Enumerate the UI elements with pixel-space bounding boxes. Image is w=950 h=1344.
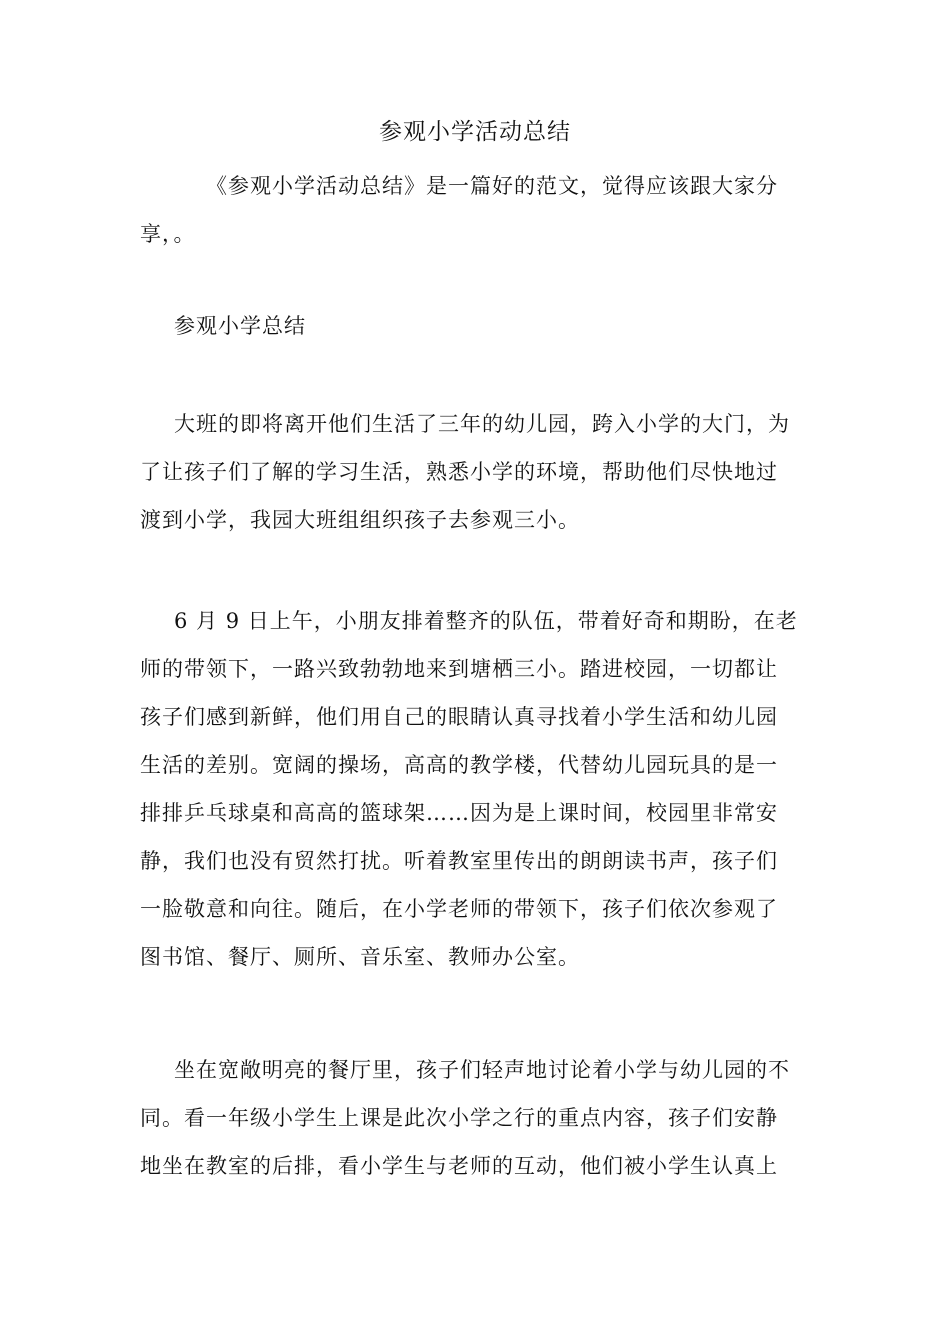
paragraph-line: 生活的差别。宽阔的操场，高高的教学楼，代替幼儿园玩具的是一: [140, 753, 778, 777]
paragraph-line: 渡到小学，我园大班组组织孩子去参观三小。: [140, 508, 580, 532]
intro-line: 《参观小学活动总结》是一篇好的范文，觉得应该跟大家分: [206, 174, 778, 198]
paragraph-1: [140, 400, 808, 544]
paragraph-line: 6 月 9 日上午，小朋友排着整齐的队伍，带着好奇和期盼，在老: [174, 609, 798, 633]
subheading: [140, 302, 808, 350]
paragraph-line: 孩子们感到新鲜，他们用自己的眼睛认真寻找着小学生活和幼儿园: [140, 705, 778, 729]
paragraph-line: 地坐在教室的后排，看小学生与老师的互动，他们被小学生认真上: [140, 1154, 778, 1178]
paragraph-line: 大班的即将离开他们生活了三年的幼儿园，跨入小学的大门，为: [174, 412, 790, 436]
paragraph-line: 同。看一年级小学生上课是此次小学之行的重点内容，孩子们安静: [140, 1106, 778, 1130]
paragraph-line: 坐在宽敞明亮的餐厅里，孩子们轻声地讨论着小学与幼儿园的不: [174, 1058, 790, 1082]
document-title: 参观小学活动总结: [379, 119, 571, 145]
paragraph-line: 一脸敬意和向往。随后，在小学老师的带领下，孩子们依次参观了: [140, 897, 778, 921]
subheading-text: 参观小学总结: [174, 314, 306, 338]
paragraph-line: 排排乒乓球桌和高高的篮球架……因为是上课时间，校园里非常安: [140, 801, 778, 825]
paragraph-3: [140, 1046, 808, 1190]
paragraph-line: 了让孩子们了解的学习生活，熟悉小学的环境，帮助他们尽快地过: [140, 460, 778, 484]
paragraph-line: 图书馆、餐厅、厕所、音乐室、教师办公室。: [140, 945, 580, 969]
intro-paragraph: [140, 162, 808, 258]
paragraph-line: 师的带领下，一路兴致勃勃地来到塘栖三小。踏进校园，一切都让: [140, 657, 778, 681]
paragraph-2: [140, 597, 808, 981]
intro-line: 享，。: [140, 222, 196, 246]
paragraph-line: 静，我们也没有贸然打扰。听着教室里传出的朗朗读书声，孩子们: [140, 849, 778, 873]
